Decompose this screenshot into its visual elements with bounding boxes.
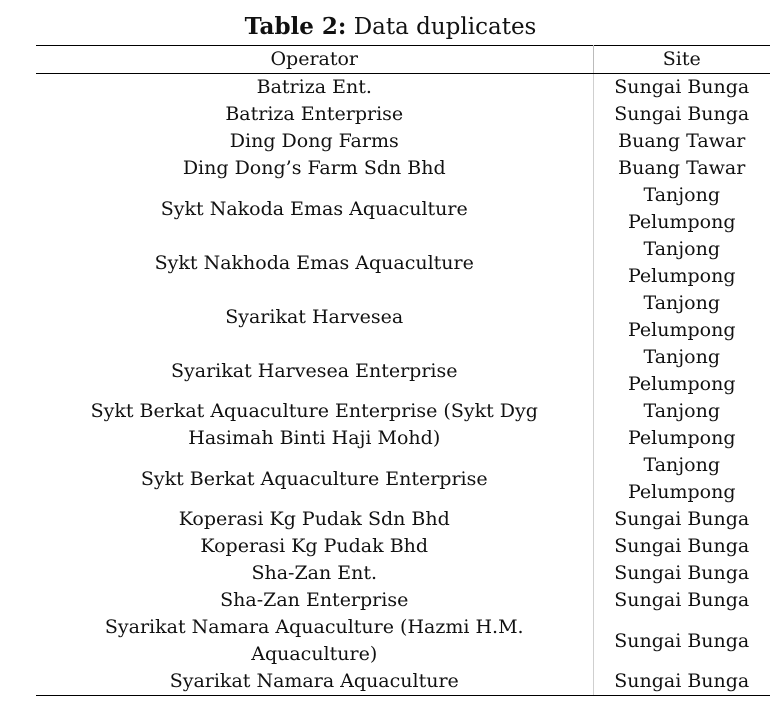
table-row <box>36 101 770 128</box>
site-cell: Tanjong Pelumpong <box>627 454 736 503</box>
operator-cell: Syarikat Harvesea Enterprise <box>36 344 593 398</box>
site-cell: Sungai Bunga <box>614 589 750 611</box>
operator-cell: Sykt Berkat Aquaculture Enterprise (Sykt Dyg Hasimah Binti Haji Mohd) <box>36 398 593 452</box>
site-cell: Sungai Bunga <box>614 76 750 98</box>
site-cell: Buang Tawar <box>618 157 746 179</box>
site-cell: Sungai Bunga <box>614 629 750 652</box>
operator-cell: Sha-Zan Ent. <box>36 560 593 587</box>
operator-cell: Koperasi Kg Pudak Bhd <box>36 533 593 560</box>
operator-cell: Koperasi Kg Pudak Sdn Bhd <box>36 506 593 533</box>
operator-cell: Batriza Ent. <box>36 74 593 102</box>
site-cell: Buang Tawar <box>618 130 746 152</box>
table-row <box>36 560 770 587</box>
operator-cell: Syarikat Namara Aquaculture <box>36 668 593 696</box>
operator-cell: Ding Dong Farms <box>36 128 593 155</box>
column-header-operator: Operator <box>36 46 593 74</box>
site-cell: Tanjong Pelumpong <box>627 400 736 449</box>
table-row <box>36 668 770 696</box>
table-row <box>36 236 770 290</box>
site-cell: Sungai Bunga <box>614 103 750 125</box>
operator-cell: Sha-Zan Enterprise <box>36 587 593 614</box>
table-row <box>36 128 770 155</box>
operator-cell: Sykt Nakoda Emas Aquaculture <box>36 182 593 236</box>
operator-cell: Sykt Berkat Aquaculture Enterprise <box>36 452 593 506</box>
operator-cell: Sykt Nakhoda Emas Aquaculture <box>36 236 593 290</box>
site-cell: Tanjong Pelumpong <box>627 292 736 341</box>
column-header-site: Site <box>593 46 770 74</box>
table-caption-label: Table 2: <box>244 13 347 40</box>
table-row <box>36 155 770 182</box>
site-cell: Tanjong Pelumpong <box>627 238 736 287</box>
operator-cell: Ding Dong’s Farm Sdn Bhd <box>36 155 593 182</box>
operator-cell: Syarikat Harvesea <box>36 290 593 344</box>
table-row <box>36 506 770 533</box>
table-caption-text: Data duplicates <box>353 14 537 40</box>
operator-cell: Batriza Enterprise <box>36 101 593 128</box>
table-row <box>36 452 770 506</box>
table-row <box>36 614 770 668</box>
site-cell: Sungai Bunga <box>614 562 750 584</box>
site-cell: Sungai Bunga <box>614 508 750 530</box>
table-row <box>36 290 770 344</box>
site-cell: Sungai Bunga <box>593 668 770 696</box>
site-cell: Sungai Bunga <box>614 535 750 557</box>
table-row <box>36 344 770 398</box>
table-caption <box>0 12 781 42</box>
table-header-row <box>36 46 770 74</box>
table-body <box>36 74 770 696</box>
site-cell: Tanjong Pelumpong <box>627 184 736 233</box>
operator-cell: Syarikat Namara Aquaculture (Hazmi H.M. Aquaculture) <box>36 614 593 668</box>
table-row <box>36 398 770 452</box>
table-row <box>36 74 770 102</box>
duplicates-table <box>36 45 770 696</box>
table-row <box>36 182 770 236</box>
table-row <box>36 587 770 614</box>
table-row <box>36 533 770 560</box>
site-cell: Tanjong Pelumpong <box>627 346 736 395</box>
